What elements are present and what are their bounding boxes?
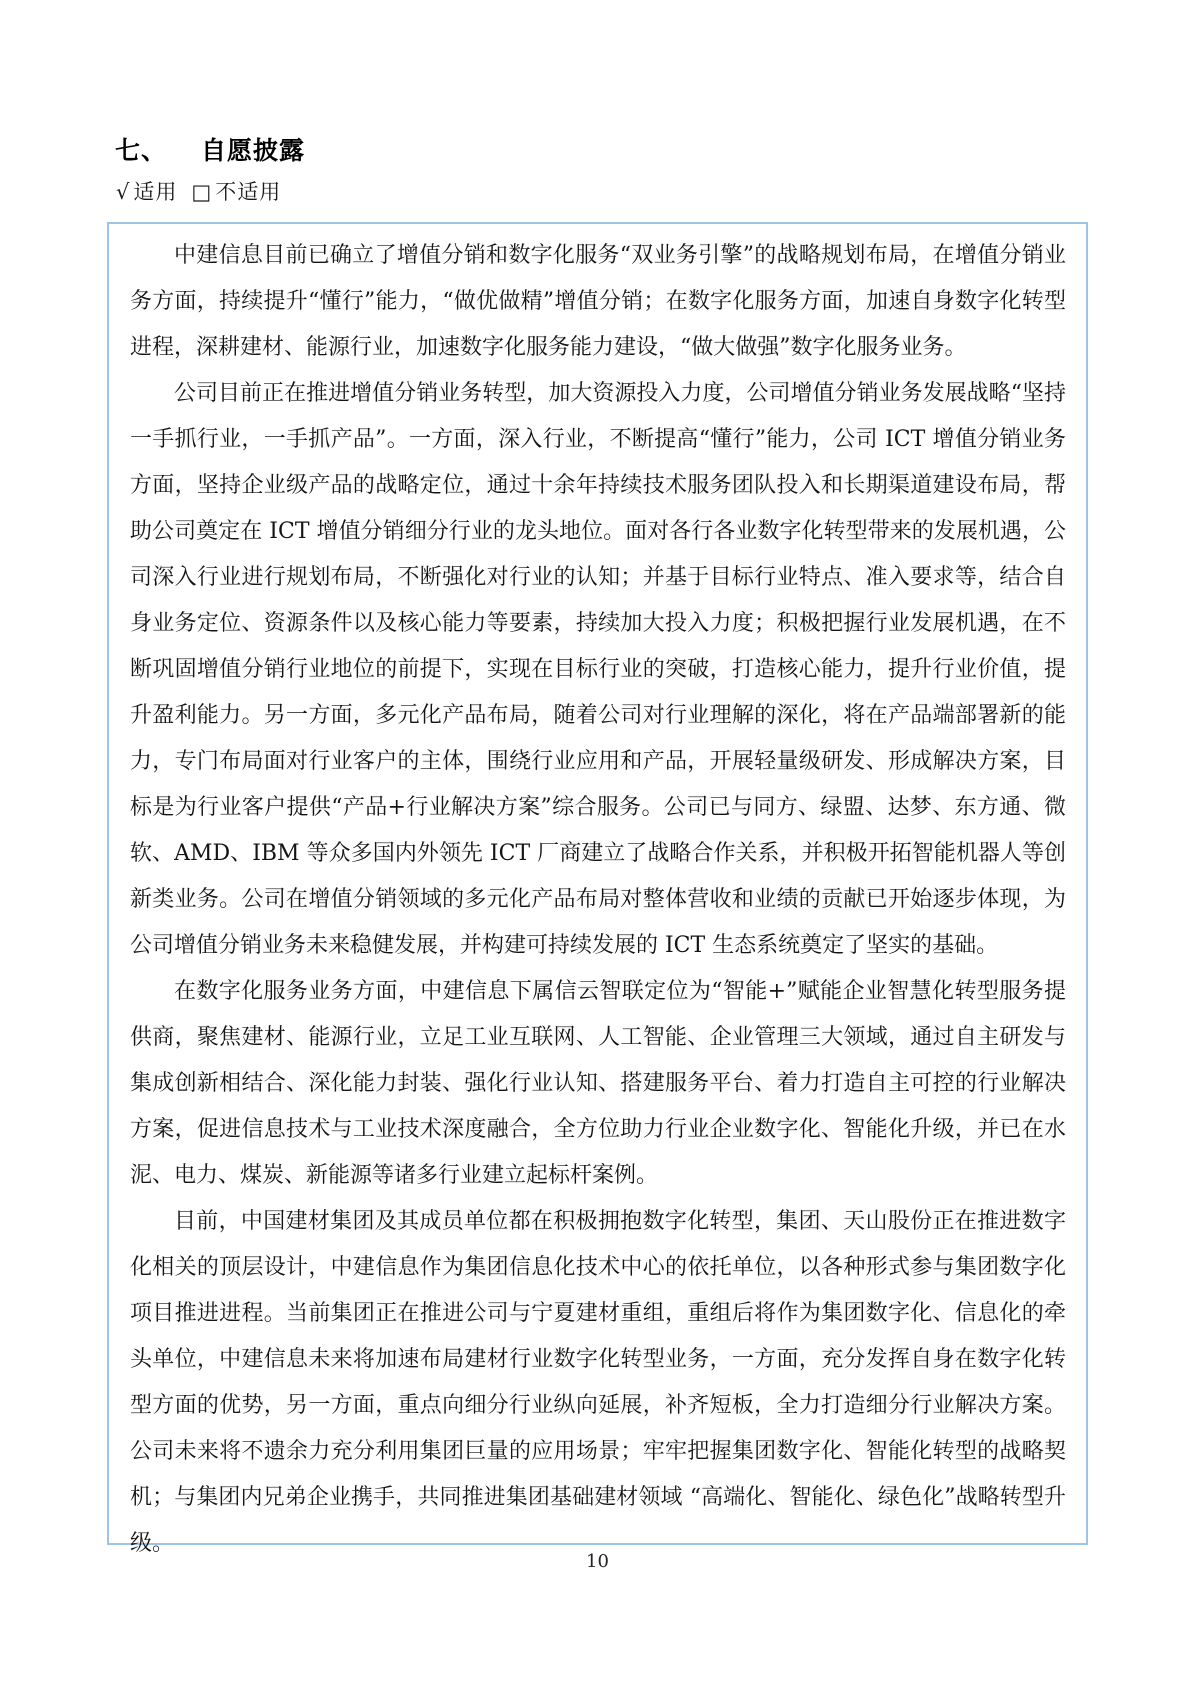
check-mark-icon: √ <box>116 180 131 204</box>
not-applicable-label: 不适用 <box>215 180 282 204</box>
applicability-line <box>116 176 281 206</box>
empty-checkbox-icon: □ <box>191 180 213 204</box>
disclosure-paragraph-4: 目前，中国建材集团及其成员单位都在积极拥抱数字化转型，集团、天山股份正在推进数字化相关的顶层设计，中建信息作为集团信息化技术中心的依托单位，以各种形式参与集团数字化项目推进进程。当前集团正在推进公司与宁夏建材重组，重组后将作为集团数字化、信息化的牵头单位，中建信息未来将加速布局建材行业数字化转型业务，一方面，充分发挥自身在数字化转型方面的优势，另一方面，重点向细分行业纵向延展，补齐短板，全力打造细分行业解决方案。公司未来将不遗余力充分利用集团巨量的应用场景；牢牢把握集团数字化、智能化转型的战略契机；与集团内兄弟企业携手，共同推进集团基础建材领域 “高端化、智能化、绿色化”战略转型升级。 <box>130 1209 1066 1556</box>
disclosure-paragraph-1: 中建信息目前已确立了增值分销和数字化服务“双业务引擎”的战略规划布局，在增值分销业务方面，持续提升“懂行”能力，“做优做精”增值分销；在数字化服务方面，加速自身数字化转型进程，深耕建材、能源行业，加速数字化服务能力建设，“做大做强”数字化服务业务。 <box>130 243 1066 360</box>
disclosure-box <box>107 222 1088 1556</box>
disclosure-paragraph-3: 在数字化服务业务方面，中建信息下属信云智联定位为“智能+”赋能企业智慧化转型服务提供商，聚焦建材、能源行业，立足工业互联网、人工智能、企业管理三大领域，通过自主研发与集成创新相结合、深化能力封装、强化行业认知、搭建服务平台、着力打造自主可控的行业解决方案，促进信息技术与工业技术深度融合，全方位助力行业企业数字化、智能化升级，并已在水泥、电力、煤炭、新能源等诸多行业建立起标杆案例。 <box>130 979 1066 1188</box>
page-title: 自愿披露 <box>201 136 306 165</box>
section-number: 七、 <box>115 136 168 165</box>
applicable-label: 适用 <box>133 180 178 204</box>
not-applicable-option <box>191 176 281 206</box>
section-heading <box>115 131 305 167</box>
page-number: 10 <box>586 1551 609 1572</box>
applicable-option <box>116 176 177 206</box>
disclosure-paragraph-2: 公司目前正在推进增值分销业务转型，加大资源投入力度，公司增值分销业务发展战略“坚持一手抓行业，一手抓产品”。一方面，深入行业，不断提高“懂行”能力，公司 ICT 增值分销业务方面，坚持企业级产品的战略定位，通过十余年持续技术服务团队投入和长期渠道建设布局，帮助公司奠定在 ICT 增值分销细分行业的龙头地位。面对各行各业数字化转型带来的发展机遇，公司深入行业进行规划布局，不断强化对行业的认知；并基于目标行业特点、准入要求等，结合自身业务定位、资源条件以及核心能力等要素，持续加大投入力度；积极把握行业发展机遇，在不断巩固增值分销行业地位的前提下，实现在目标行业的突破，打造核心能力，提升行业价值，提升盈利能力。另一方面，多元化产品布局，随着公司对行业理解的深化，将在产品端部署新的能力，专门布局面对行业客户的主体，围绕行业应用和产品，开展轻量级研发、形成解决方案，目标是为行业客户提供“产品+行业解决方案”综合服务。公司已与同方、绿盟、达梦、东方通、微软、AMD、IBM 等众多国内外领先 ICT 厂商建立了战略合作关系，并积极开拓智能机器人等创新类业务。公司在增值分销领域的多元化产品布局对整体营收和业绩的贡献已开始逐步体现，为公司增值分销业务未来稳健发展，并构建可持续发展的 ICT 生态系统奠定了坚实的基础。 <box>130 381 1066 958</box>
